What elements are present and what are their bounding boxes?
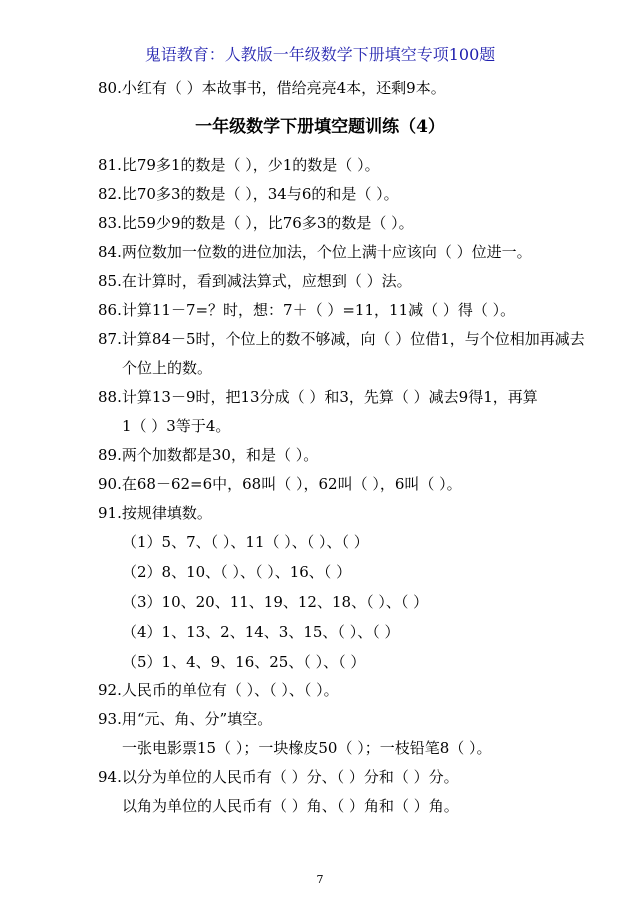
- question-85: 85.在计算时，看到减法算式，应想到（ ）法。: [98, 272, 412, 290]
- question-89: 89.两个加数都是30，和是（ ）。: [98, 446, 319, 464]
- question-93: 93.用“元、角、分”填空。: [98, 710, 273, 728]
- question-90: 90.在68－62=6中，68叫（ ），62叫（ ），6叫（ ）。: [98, 475, 462, 493]
- question-87: 87.计算84－5时，个位上的数不够减，向（ ）位借1，与个位相加再减去: [98, 330, 585, 348]
- question-82: 82.比70多3的数是（ ），34与6的和是（ ）。: [98, 185, 399, 203]
- question-87-continuation: 个位上的数。: [122, 359, 213, 377]
- question-92: 92.人民币的单位有（ ）、（ ）、（ ）。: [98, 681, 339, 699]
- question-91: 91.按规律填数。: [98, 504, 212, 522]
- pattern-item-2: （2）8、10、（ ）、（ ）、16、（ ）: [122, 563, 352, 581]
- page-number: 7: [316, 873, 324, 886]
- question-93-items: 一张电影票15（ ）；一块橡皮50（ ）；一枝铅笔8（ ）。: [122, 739, 492, 757]
- question-94-continuation: 以角为单位的人民币有（ ）角、（ ）角和（ ）角。: [122, 797, 459, 815]
- pattern-item-5: （5）1、4、9、16、25、（ ）、（ ）: [122, 653, 366, 671]
- question-80: 80.小红有（ ）本故事书，借给亮亮4本，还剩9本。: [98, 79, 446, 97]
- question-84: 84.两位数加一位数的进位加法，个位上满十应该向（ ）位进一。: [98, 243, 532, 261]
- question-94: 94.以分为单位的人民币有（ ）分、（ ）分和（ ）分。: [98, 768, 459, 786]
- question-88-continuation: 1（ ）3等于4。: [122, 417, 231, 435]
- pattern-item-3: （3）10、20、11、19、12、18、（ ）、（ ）: [122, 593, 429, 611]
- question-88: 88.计算13－9时，把13分成（ ）和3，先算（ ）减去9得1，再算: [98, 388, 538, 406]
- question-86: 86.计算11－7=？时，想：7＋（ ）=11，11减（ ）得（ ）。: [98, 301, 516, 319]
- pattern-item-1: （1）5、7、（ ）、11（ ）、（ ）、（ ）: [122, 533, 369, 551]
- pattern-item-4: （4）1、13、2、14、3、15、（ ）、（ ）: [122, 623, 400, 641]
- section-title: 一年级数学下册填空题训练（4）: [195, 117, 445, 137]
- question-83: 83.比59少9的数是（ ），比76多3的数是（ ）。: [98, 214, 414, 232]
- document-header: 鬼语教育：人教版一年级数学下册填空专项100题: [144, 45, 496, 64]
- question-81: 81.比79多1的数是（ ），少1的数是（ ）。: [98, 156, 380, 174]
